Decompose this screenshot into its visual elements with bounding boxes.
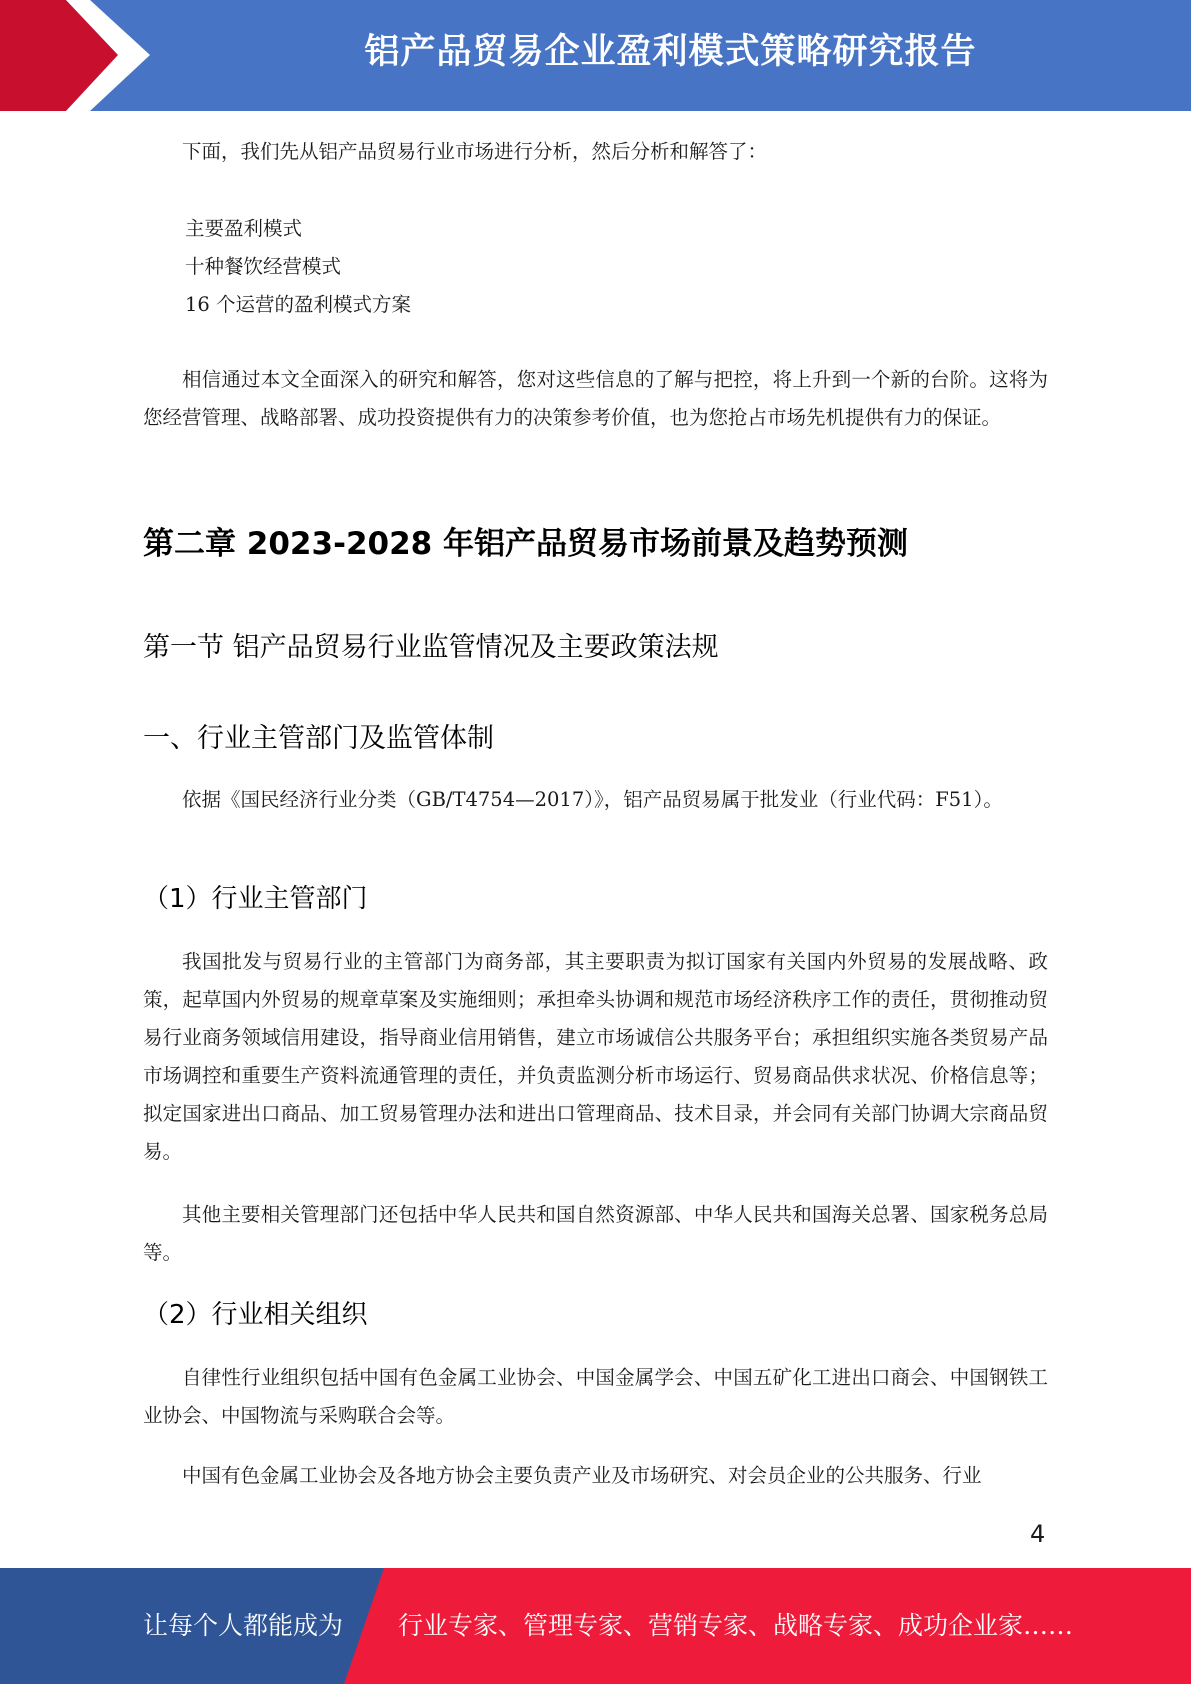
item1-title: （1）行业主管部门 <box>143 884 368 914</box>
list-item: 十种餐饮经营模式 <box>185 255 342 278</box>
subsection-title: 一、行业主管部门及监管体制 <box>143 723 494 754</box>
list-item: 16 个运营的盈利模式方案 <box>185 293 412 316</box>
page-footer <box>0 1568 1191 1684</box>
footer-slogan-left: 让每个人都能成为 <box>143 1611 344 1640</box>
item2-title: （2）行业相关组织 <box>143 1300 368 1330</box>
list-item: 主要盈利模式 <box>185 217 303 240</box>
footer-slogan-right: 行业专家、管理专家、营销专家、战略专家、成功企业家…… <box>398 1611 1074 1640</box>
intro-lead-paragraph: 下面，我们先从铝产品贸易行业市场进行分析，然后分析和解答了： <box>182 140 768 163</box>
classification-paragraph: 依据《国民经济行业分类（GB/T4754—2017）》，铝产品贸易属于批发业（行业代码：F51）。 <box>182 788 1003 811</box>
page-header <box>0 0 1191 111</box>
item2-paragraph-2: 中国有色金属工业协会及各地方协会主要负责产业及市场研究、对会员企业的公共服务、行业 <box>182 1464 982 1487</box>
report-title: 铝产品贸易企业盈利模式策略研究报告 <box>364 32 977 72</box>
section-title: 第一节 铝产品贸易行业监管情况及主要政策法规 <box>143 632 719 663</box>
chapter-title: 第二章 2023-2028 年铝产品贸易市场前景及趋势预测 <box>143 526 909 562</box>
item1-paragraph-1: 我国批发与贸易行业的主管部门为商务部，其主要职责为拟订国家有关国内外贸易的发展战略、政策，起草国内外贸易的规章草案及实施细则；承担牵头协调和规范市场经济秩序工作的责任，贯彻推动贸易行业商务领域信用建设，指导商业信用销售，建立市场诚信公共服务平台；承担组织实施各类贸易产品市场调控和重要生产资料流通管理的责任，并负责监测分析市场运行、贸易商品供求状况、价格信息等；拟定国家进出口商品、加工贸易管理办法和进出口管理商品、技术目录，并会同有关部门协调大宗商品贸易。 <box>143 950 1048 1163</box>
item2-paragraph-1: 自律性行业组织包括中国有色金属工业协会、中国金属学会、中国五矿化工进出口商会、中国钢铁工业协会、中国物流与采购联合会等。 <box>143 1366 1048 1427</box>
item1-paragraph-2: 其他主要相关管理部门还包括中华人民共和国自然资源部、中华人民共和国海关总署、国家税务总局等。 <box>143 1203 1048 1264</box>
page-number: 4 <box>1030 1520 1046 1548</box>
intro-conclusion-paragraph: 相信通过本文全面深入的研究和解答，您对这些信息的了解与把控，将上升到一个新的台阶。这将为您经营管理、战略部署、成功投资提供有力的决策参考价值，也为您抢占市场先机提供有力的保证。 <box>143 368 1048 429</box>
